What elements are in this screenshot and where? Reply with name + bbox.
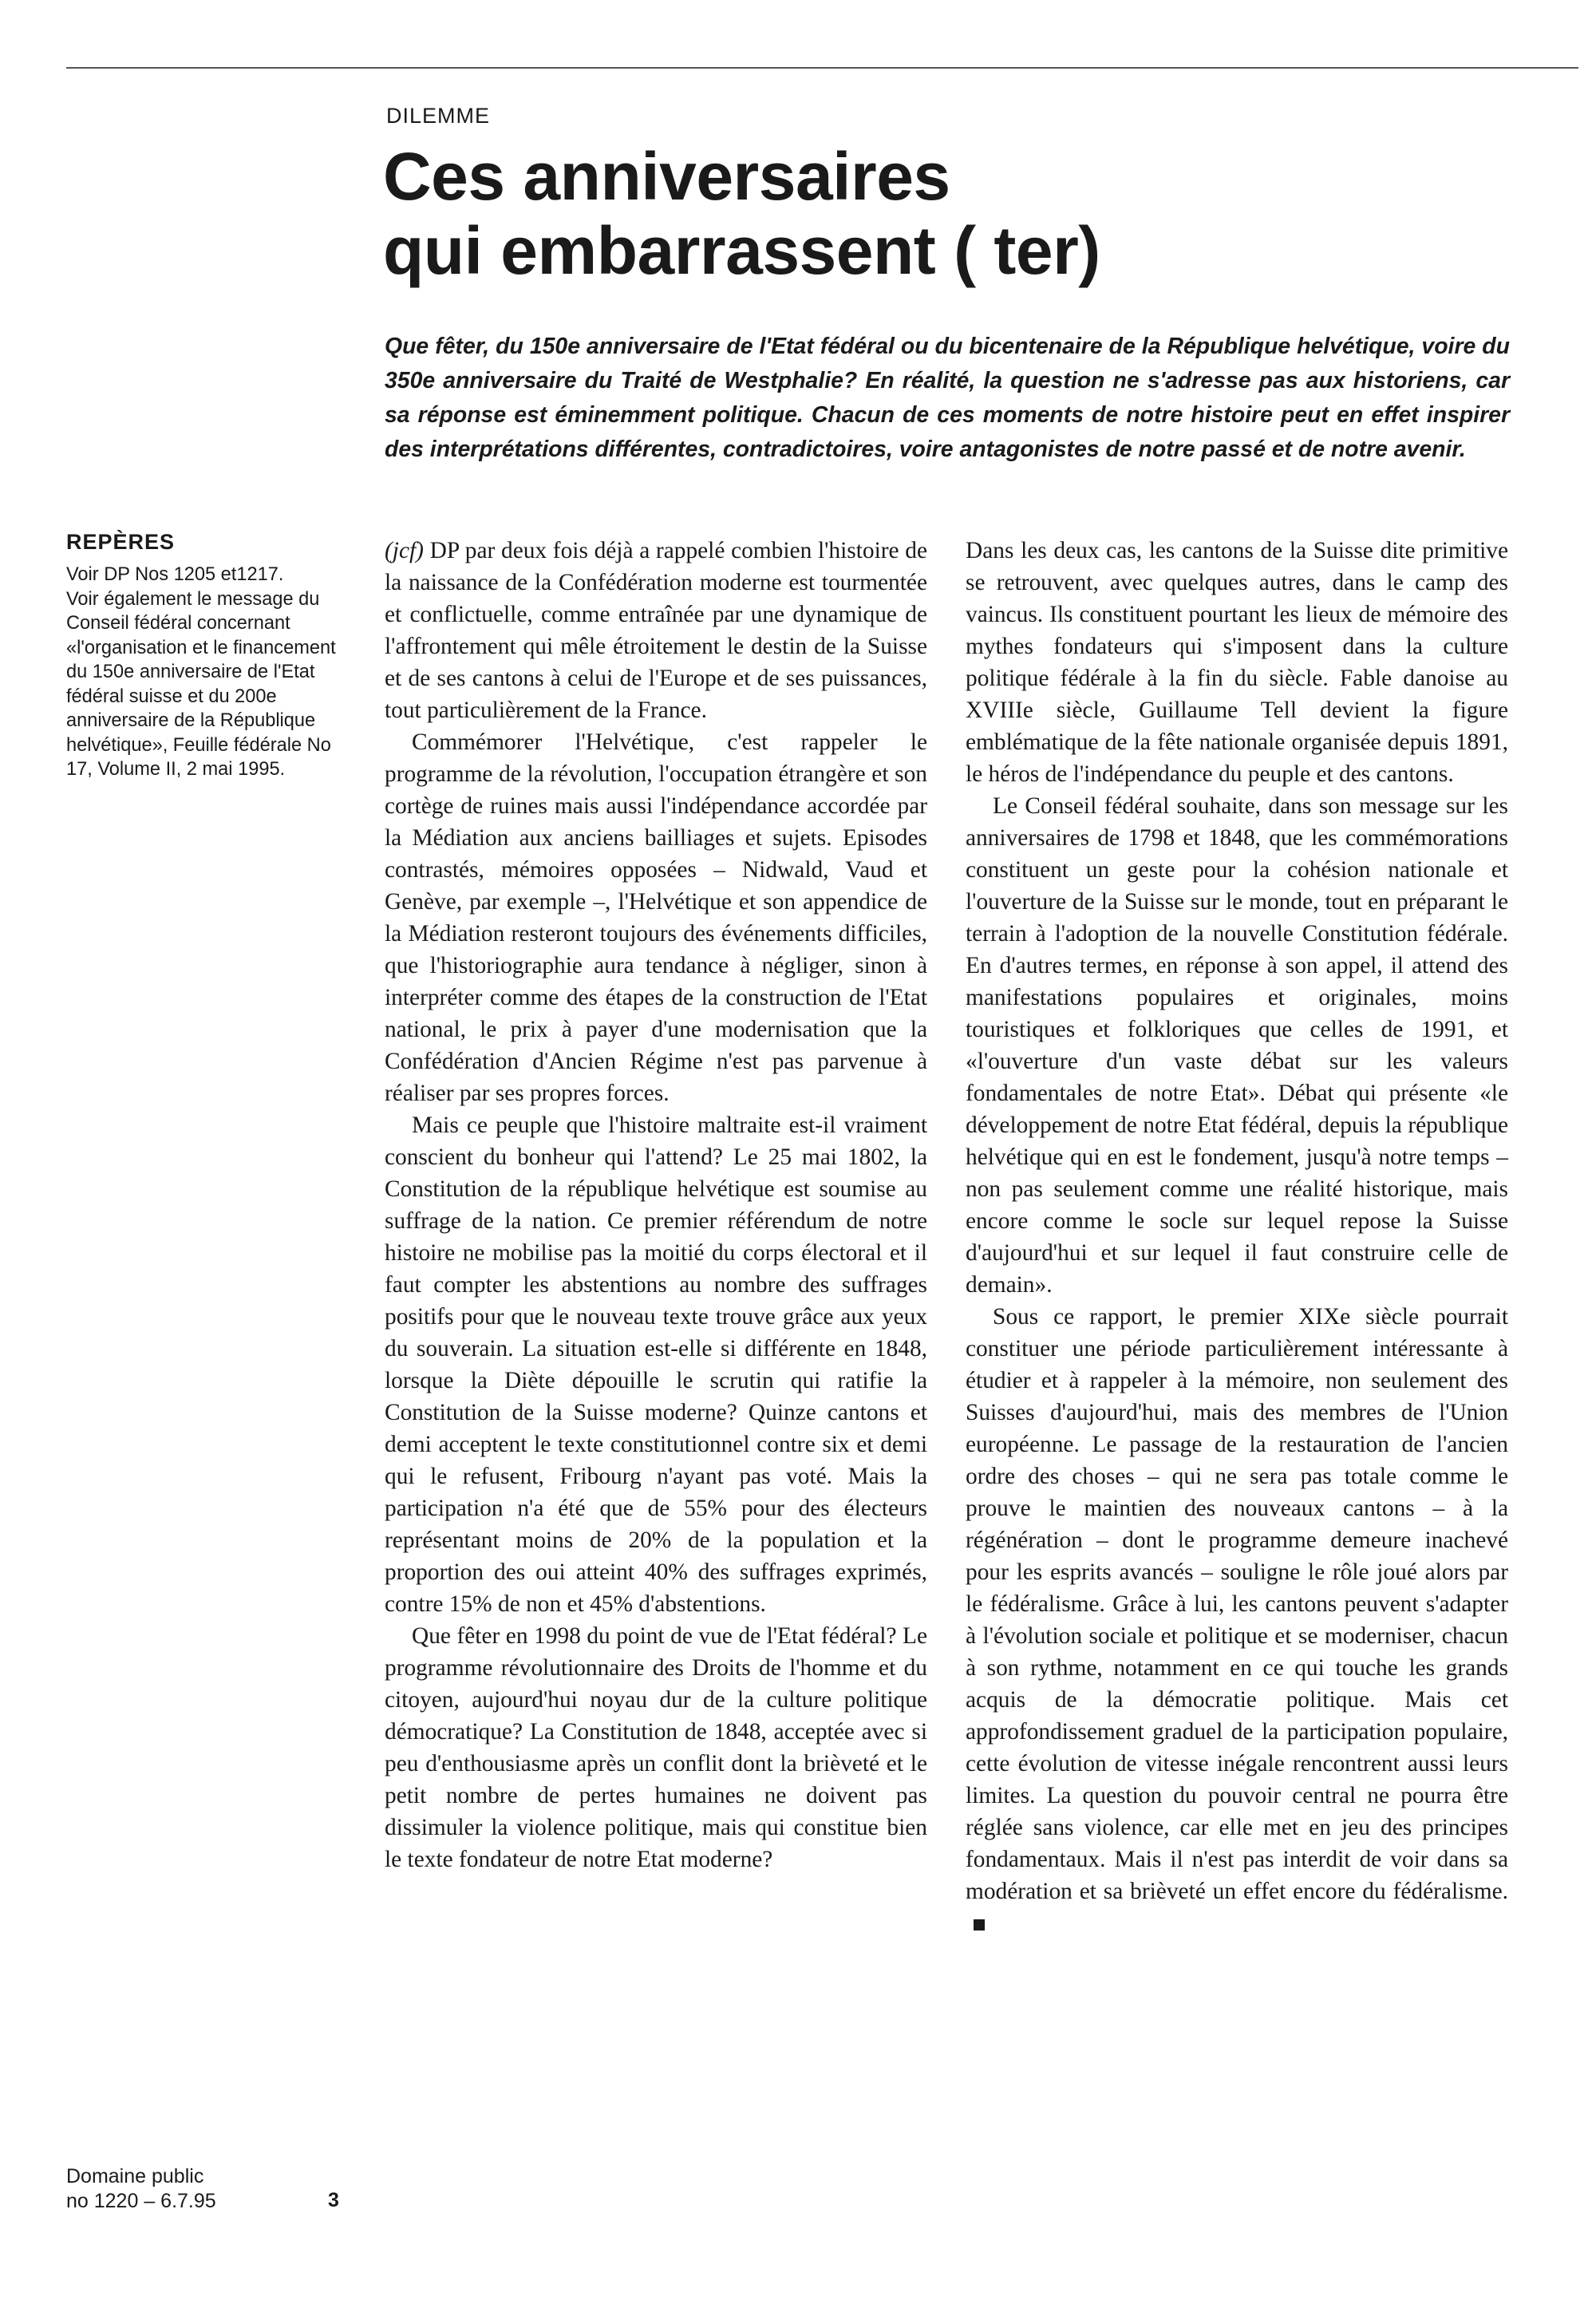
body-column-2 <box>966 535 1508 1939</box>
end-of-article-mark <box>974 1919 985 1930</box>
issue-number-date: no 1220 – 6.7.95 <box>66 2190 216 2212</box>
title-line-2: qui embarrassent ( ter) <box>383 213 1100 289</box>
page-number: 3 <box>328 2189 339 2211</box>
publication-footer <box>66 2164 216 2214</box>
author-initials: (jcf) <box>385 538 424 563</box>
paragraph: Le Conseil fédéral souhaite, dans son message sur les anniversaires de 1798 et 1848, que les commémorations constituent un geste pour la cohésion nationale et l'ouverture de la Suisse sur le monde, tout en préparant le terrain à l'adoption de la nouvelle Constitution fédérale. En d'autres termes, en réponse à son appel, il attend des manifestations populaires et originales, moins touristiques et folkloriques que celles de 1991, et «l'ouverture d'un vaste débat sur les valeurs fondamentales de notre Etat». Débat qui présente «le développement de notre Etat fédéral, depuis la république helvétique qui en est le fondement, jusqu'à notre temps – non pas seulement comme une réalité historique, mais encore comme le socle sur lequel repose la Suisse d'aujourd'hui et sur lequel il faut construire celle de demain». <box>966 793 1508 1298</box>
sidebar-note: Voir également le message du Conseil fédéral concernant «l'organisation et le financement du 150e anniversaire de l'Etat fédéral suisse et du 200e anniversaire de la République helvétique», Feuille fédérale No 17, Volume II, 2 mai 1995. <box>66 588 336 780</box>
paragraph: Commémorer l'Helvétique, c'est rappeler le programme de la révolution, l'occupation étrangère et son cortège de ruines mais aussi l'indépendance accordée par la Médiation aux anciens bailliages et sujets. Episodes contrastés, mémoires opposées – Nidwald, Vaud et Genève, par exemple –, l'Helvétique et son appendice de la Médiation resteront toujours des événements difficiles, que l'historiographie aura tendance à négliger, sinon à interpréter comme des étapes de la construction de l'Etat national, le prix à payer d'une modernisation que la Confédération d'Ancien Régime n'est pas parvenue à réaliser par ses propres forces. <box>385 729 927 1106</box>
paragraph: (jcf) DP par deux fois déjà a rappelé combien l'histoire de la naissance de la Confédération moderne est tourmentée et conflictuelle, comme entraînée par une dynamique de l'affrontement qui mêle étroitement le destin de la Suisse et de ses cantons à celui de l'Europe et de ses puissances, tout particulièrement de la France. <box>385 538 927 723</box>
body-column-1 <box>385 535 927 1875</box>
section-kicker: DILEMME <box>386 104 491 128</box>
title-line-1: Ces anniversaires <box>383 139 950 214</box>
lead-paragraph: Que fêter, du 150e anniversaire de l'Etat fédéral ou du bicentenaire de la République helvétique, voire du 350e anniversaire du Traité de Westphalie? En réalité, la question ne s'adresse pas aux historiens, car sa réponse est éminemment politique. Chacun de ces moments de notre histoire peut en effet inspirer des interprétations différentes, contradictoires, voire antagonistes de notre passé et de notre avenir. <box>385 334 1510 462</box>
sidebar-reference: Voir DP Nos 1205 et1217. <box>66 564 284 585</box>
top-rule <box>66 67 1578 69</box>
paragraph: Sous ce rapport, le premier XIXe siècle pourrait constituer une période particulièrement intéressante à étudier et à rappeler à la mémoire, non seulement des Suisses d'aujourd'hui, mais des membres de l'Union européenne. Le passage de la restauration de l'ancien ordre des choses – qui ne sera pas totale comme le prouve le maintien des nouveaux cantons – à la régénération – dont le programme demeure inachevé pour les esprits avancés – souligne le rôle joué alors par le fédéralisme. Grâce à lui, les cantons peuvent s'adapter à l'évolution sociale et politique et se moderniser, chacun à son rythme, notamment en ce qui touche les grands acquis de la démocratie politique. Mais cet approfondissement graduel de la participation populaire, cette évolution de vitesse inégale rencontrent aussi leurs limites. La question du pouvoir central ne pourra être réglée sans violence, car elle met en jeu des principes fondamentaux. Mais il n'est pas interdit de voir dans sa modération et sa brièveté un effet encore du fédéralisme. <box>966 1301 1508 1939</box>
reperes-sidebar <box>66 530 342 782</box>
paragraph: Dans les deux cas, les cantons de la Suisse dite primitive se retrouvent, avec quelques autres, dans le camp des vaincus. Ils constituent pourtant les lieux de mémoire des mythes fondateurs qui s'imposent dans la culture politique fédérale à la fin du siècle. Fable danoise au XVIIIe siècle, Guillaume Tell devient la figure emblématique de la fête nationale organisée depuis 1891, le héros de l'indépendance du peuple et des cantons. <box>966 538 1508 787</box>
publication-name: Domaine public <box>66 2165 204 2187</box>
paragraph: Que fêter en 1998 du point de vue de l'Etat fédéral? Le programme révolutionnaire des Droits de l'homme et du citoyen, aujourd'hui noyau dur de la culture politique démocratique? La Constitution de 1848, acceptée avec si peu d'enthousiasme après un conflit dont la brièveté et le petit nombre de pertes humaines ne doivent pas dissimuler la violence politique, mais qui constitue bien le texte fondateur de notre Etat moderne? <box>385 1623 927 1872</box>
sidebar-heading: REPÈRES <box>66 530 176 554</box>
article-title <box>383 140 1420 288</box>
paragraph: Mais ce peuple que l'histoire maltraite est-il vraiment conscient du bonheur qui l'attend? Le 25 mai 1802, la Constitution de la république helvétique est soumise au suffrage de la nation. Ce premier référendum de notre histoire ne mobilise pas la moitié du corps électoral et il faut compter les abstentions au nombre des suffrages positifs pour que le nouveau texte trouve grâce aux yeux du souverain. La situation est-elle si différente en 1848, lorsque la Diète dépouille le scrutin qui ratifie la Constitution de la Suisse moderne? Quinze cantons et demi acceptent le texte constitutionnel contre six et demi qui le refusent, Fribourg n'ayant pas voté. Mais la participation n'a été que de 55% pour des électeurs représentant moins de 20% de la population et la proportion des oui atteint 40% des suffrages exprimés, contre 15% de non et 45% d'abstentions. <box>385 1112 927 1617</box>
